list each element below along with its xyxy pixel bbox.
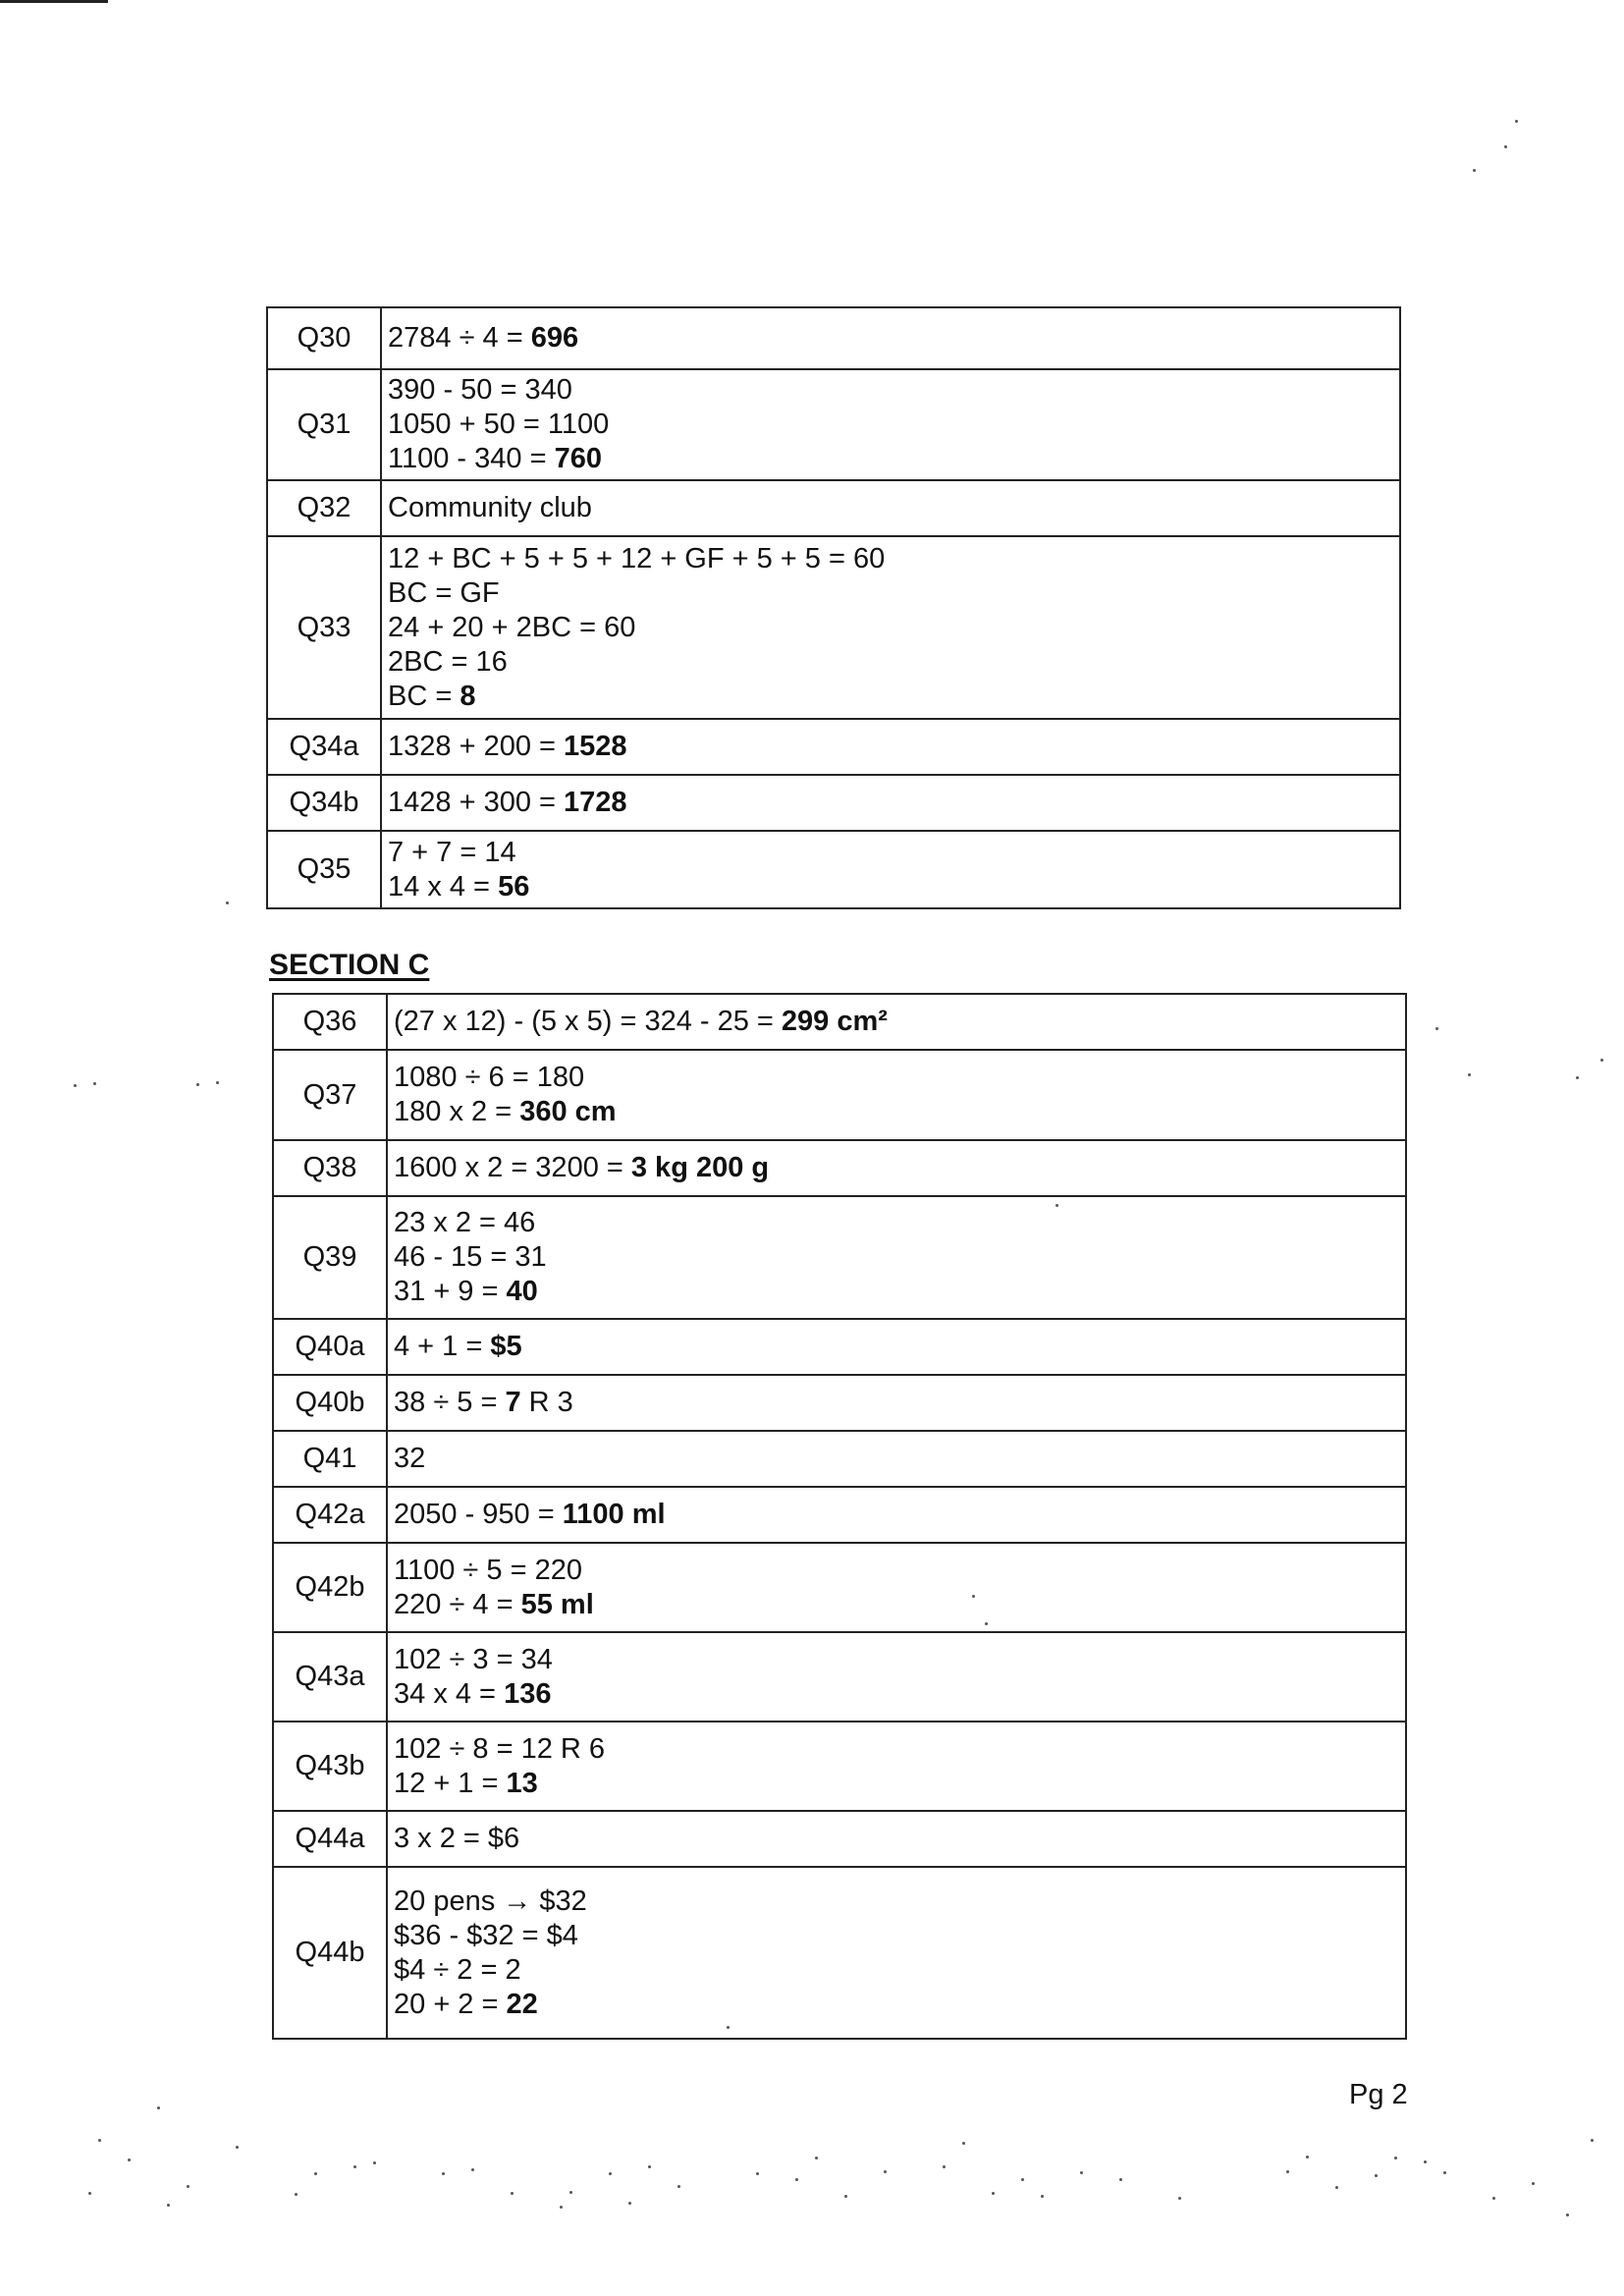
final-answer: 1728: [564, 787, 627, 818]
answer-row: [267, 307, 1400, 369]
answer-working: [381, 719, 1400, 775]
answer-row: [267, 480, 1400, 536]
working-text: 102 ÷ 8 = 12 R 6: [394, 1732, 606, 1765]
scan-speck: [609, 2172, 612, 2175]
scan-speck: [1473, 169, 1476, 172]
answer-row: [273, 1196, 1406, 1319]
answer-row: [273, 1050, 1406, 1140]
scan-speck: [1041, 2195, 1044, 2198]
question-number: Q44b: [273, 1867, 387, 2039]
final-answer: 3 kg 200 g: [630, 1152, 770, 1183]
working-text: 102 ÷ 3 = 34: [394, 1643, 553, 1675]
scan-speck: [295, 2193, 298, 2196]
question-number: Q30: [267, 307, 381, 369]
working-text: 180 x 2 =: [394, 1096, 520, 1127]
final-answer: 56: [498, 870, 530, 902]
scan-speck: [569, 2191, 572, 2194]
question-number: Q44a: [273, 1811, 387, 1867]
scan-speck: [884, 2170, 887, 2173]
section-c-answer-table: [272, 993, 1407, 2040]
working-line: [388, 373, 1399, 408]
working-text: 1100 - 340 =: [388, 443, 555, 474]
scan-speck: [471, 2168, 474, 2171]
answer-row: [273, 1319, 1406, 1375]
scan-speck: [216, 1081, 219, 1084]
working-line: [394, 1240, 1405, 1275]
answer-row: [267, 831, 1400, 908]
final-answer: 136: [504, 1677, 552, 1710]
working-text: 2BC = 16: [388, 645, 508, 678]
question-number: Q35: [267, 831, 381, 908]
working-text: 4 + 1 =: [394, 1331, 491, 1362]
scan-speck: [1021, 2178, 1024, 2181]
scan-speck: [943, 2165, 946, 2168]
scan-speck: [756, 2172, 759, 2175]
scan-speck: [196, 1083, 199, 1086]
working-text: 2050 - 950 =: [394, 1499, 563, 1530]
working-line: [394, 1588, 1405, 1622]
scan-speck: [511, 2192, 514, 2195]
working-text: 32: [394, 1443, 426, 1474]
answer-row: [273, 1867, 1406, 2039]
working-text: 12 + BC + 5 + 5 + 12 + GF + 5 + 5 = 60: [388, 542, 886, 574]
scan-speck: [226, 902, 229, 904]
scan-speck: [93, 1082, 96, 1085]
final-answer: 760: [554, 443, 602, 474]
working-text: 23 x 2 = 46: [394, 1207, 536, 1238]
scan-speck: [795, 2178, 798, 2181]
answer-working: [387, 1867, 1406, 2039]
question-number: Q41: [273, 1431, 387, 1487]
answer-working: [387, 1543, 1406, 1632]
answer-working: [381, 831, 1400, 908]
question-number: Q40a: [273, 1319, 387, 1375]
working-text: (27 x 12) - (5 x 5) = 324 - 25 =: [394, 1006, 782, 1037]
working-text: $36 - $32 = $4: [394, 1919, 578, 1951]
scan-speck: [1504, 145, 1507, 148]
final-answer: 696: [530, 322, 579, 354]
answer-row: [273, 1140, 1406, 1196]
working-text: 1050 + 50 = 1100: [388, 409, 610, 440]
working-text: Community club: [388, 492, 592, 523]
answer-row: [267, 536, 1400, 719]
working-line: [388, 408, 1399, 442]
answer-row: [273, 994, 1406, 1050]
answer-row: [267, 369, 1400, 480]
page-number: Pg 2: [1349, 2079, 1408, 2110]
question-number: Q34b: [267, 775, 381, 831]
question-number: Q42b: [273, 1543, 387, 1632]
final-answer: 55 ml: [520, 1588, 594, 1620]
answer-working: [387, 1431, 1406, 1487]
scan-speck: [1080, 2171, 1083, 2174]
working-line: [388, 870, 1399, 904]
working-text: 2784 ÷ 4 =: [388, 322, 531, 354]
scan-speck: [844, 2195, 847, 2198]
scan-speck: [236, 2146, 239, 2149]
scan-speck: [442, 2172, 445, 2175]
working-line: [388, 542, 1399, 576]
answer-working: [387, 1632, 1406, 1722]
scan-speck: [314, 2172, 317, 2175]
answer-working: [387, 1487, 1406, 1543]
working-line: [394, 1643, 1405, 1677]
answer-working: [381, 775, 1400, 831]
question-number: Q42a: [273, 1487, 387, 1543]
working-text: 38 ÷ 5 =: [394, 1387, 506, 1418]
working-line: [388, 611, 1399, 645]
scan-speck: [1335, 2186, 1338, 2189]
working-line: [388, 321, 1399, 355]
working-text: BC = GF: [388, 576, 500, 609]
answer-working: [381, 369, 1400, 480]
working-line: [394, 1151, 1405, 1185]
working-text: 46 - 15 = 31: [394, 1241, 547, 1273]
working-text: 12 + 1 =: [394, 1767, 507, 1799]
answer-row: [273, 1632, 1406, 1722]
scan-speck: [1492, 2197, 1495, 2200]
scan-speck: [1119, 2178, 1122, 2181]
working-text: 1100 ÷ 5 = 220: [394, 1554, 582, 1586]
answer-working: [387, 1140, 1406, 1196]
answer-working: [387, 1196, 1406, 1319]
final-answer: 7: [505, 1387, 521, 1418]
scan-speck: [815, 2157, 818, 2159]
final-answer: 1528: [564, 731, 627, 762]
working-text: 1080 ÷ 6 = 180: [394, 1062, 585, 1093]
working-line: [394, 1095, 1405, 1129]
working-line: [394, 1988, 1405, 2022]
answer-working: [387, 994, 1406, 1050]
scan-speck: [373, 2161, 376, 2164]
working-line: [394, 1732, 1405, 1767]
working-line: [394, 1061, 1405, 1095]
answer-working: [387, 1050, 1406, 1140]
scan-speck: [157, 2106, 160, 2109]
answer-row: [273, 1722, 1406, 1811]
scan-speck: [353, 2165, 356, 2168]
scan-speck: [1286, 2170, 1289, 2173]
question-number: Q37: [273, 1050, 387, 1140]
working-text: 20 pens → $32: [394, 1885, 587, 1917]
working-line: [394, 1330, 1405, 1364]
working-text: 390 - 50 = 340: [388, 374, 572, 406]
answer-working: [387, 1722, 1406, 1811]
question-number: Q34a: [267, 719, 381, 775]
working-text: 7 + 7 = 14: [388, 836, 516, 868]
working-line: [388, 442, 1399, 476]
answer-row: [273, 1487, 1406, 1543]
working-line: [394, 1822, 1405, 1856]
section-b-answer-table: [266, 306, 1401, 909]
working-text: 34 x 4 =: [394, 1677, 505, 1710]
scan-speck: [1306, 2156, 1309, 2159]
scan-speck: [1056, 1204, 1058, 1207]
scan-speck: [128, 2159, 131, 2161]
working-text: 1328 + 200 =: [388, 731, 564, 762]
working-line: [394, 1885, 1405, 1919]
answer-row: [273, 1375, 1406, 1431]
working-line: [394, 1275, 1405, 1309]
working-text: BC =: [388, 680, 460, 712]
final-answer: 13: [506, 1767, 538, 1799]
answer-working: [387, 1319, 1406, 1375]
question-number: Q36: [273, 994, 387, 1050]
working-line: [394, 1442, 1405, 1476]
working-text: 20 + 2 =: [394, 1988, 507, 2020]
question-number: Q32: [267, 480, 381, 536]
final-answer: 8: [460, 680, 476, 712]
final-answer: 22: [506, 1988, 538, 2020]
scan-speck: [1435, 1027, 1438, 1030]
scan-speck: [1178, 2197, 1181, 2200]
working-text: 31 + 9 =: [394, 1276, 507, 1307]
working-line: [394, 1206, 1405, 1240]
working-line: [388, 491, 1399, 525]
answer-working: [387, 1811, 1406, 1867]
working-line: [388, 680, 1399, 714]
answer-row: [273, 1431, 1406, 1487]
answer-working: [381, 480, 1400, 536]
working-line: [394, 1005, 1405, 1039]
scan-speck: [560, 2206, 563, 2209]
answer-row: [267, 719, 1400, 775]
scan-speck: [1468, 1073, 1471, 1076]
working-line: [388, 730, 1399, 764]
working-line: [394, 1919, 1405, 1953]
question-number: Q33: [267, 536, 381, 719]
working-line: [394, 1953, 1405, 1988]
question-number: Q40b: [273, 1375, 387, 1431]
working-line: [388, 786, 1399, 820]
scan-speck: [1375, 2174, 1378, 2177]
scan-speck: [628, 2202, 631, 2205]
section-c-answer-rows: [273, 994, 1406, 2039]
final-answer: 360 cm: [519, 1096, 617, 1127]
scan-speck: [727, 2026, 730, 2029]
working-line: [388, 645, 1399, 680]
question-number: Q38: [273, 1140, 387, 1196]
final-answer: 299 cm²: [781, 1006, 888, 1037]
scan-speck: [1424, 2160, 1427, 2163]
working-line: [394, 1498, 1405, 1532]
answer-row: [273, 1811, 1406, 1867]
working-line: [388, 836, 1399, 870]
scan-speck: [972, 1595, 975, 1598]
working-text: 1600 x 2 = 3200 =: [394, 1152, 631, 1183]
working-line: [394, 1767, 1405, 1801]
scan-speck: [88, 2192, 91, 2195]
scan-speck: [1591, 2139, 1594, 2142]
working-text: 24 + 20 + 2BC = 60: [388, 611, 636, 643]
working-line: [388, 576, 1399, 611]
scan-speck: [187, 2185, 189, 2188]
final-answer: 40: [506, 1276, 538, 1307]
answer-working: [381, 307, 1400, 369]
scan-speck: [985, 1622, 988, 1625]
scan-speck: [1576, 1076, 1579, 1079]
working-line: [394, 1386, 1405, 1420]
section-c-heading: SECTION C: [269, 949, 430, 981]
working-text: 220 ÷ 4 =: [394, 1588, 521, 1620]
final-answer: 1100 ml: [562, 1499, 666, 1530]
scan-speck: [1443, 2171, 1446, 2174]
working-line: [394, 1554, 1405, 1588]
scan-speck: [1515, 120, 1518, 123]
scan-speck: [1566, 2214, 1569, 2216]
working-text: R 3: [520, 1387, 573, 1418]
final-answer: $5: [490, 1331, 522, 1362]
scan-speck: [962, 2142, 965, 2145]
scan-speck: [992, 2192, 995, 2195]
working-text: 14 x 4 =: [388, 870, 499, 902]
scan-speck: [648, 2165, 651, 2168]
scan-speck: [74, 1084, 77, 1087]
question-number: Q31: [267, 369, 381, 480]
answer-working: [381, 536, 1400, 719]
working-text: $4 ÷ 2 = 2: [394, 1953, 521, 1986]
question-number: Q43a: [273, 1632, 387, 1722]
top-rule: [0, 0, 108, 3]
working-text: 3 x 2 = $6: [394, 1823, 520, 1854]
scan-speck: [167, 2204, 170, 2207]
answer-row: [273, 1543, 1406, 1632]
section-b-answer-rows: [267, 307, 1400, 908]
scan-speck: [1532, 2182, 1535, 2185]
scan-speck: [1600, 1059, 1603, 1062]
working-line: [394, 1677, 1405, 1712]
answer-working: [387, 1375, 1406, 1431]
scan-speck: [677, 2185, 680, 2188]
scan-speck: [98, 2139, 101, 2142]
question-number: Q43b: [273, 1722, 387, 1811]
question-number: Q39: [273, 1196, 387, 1319]
answer-row: [267, 775, 1400, 831]
working-text: 1428 + 300 =: [388, 787, 564, 818]
scan-speck: [1394, 2157, 1397, 2159]
